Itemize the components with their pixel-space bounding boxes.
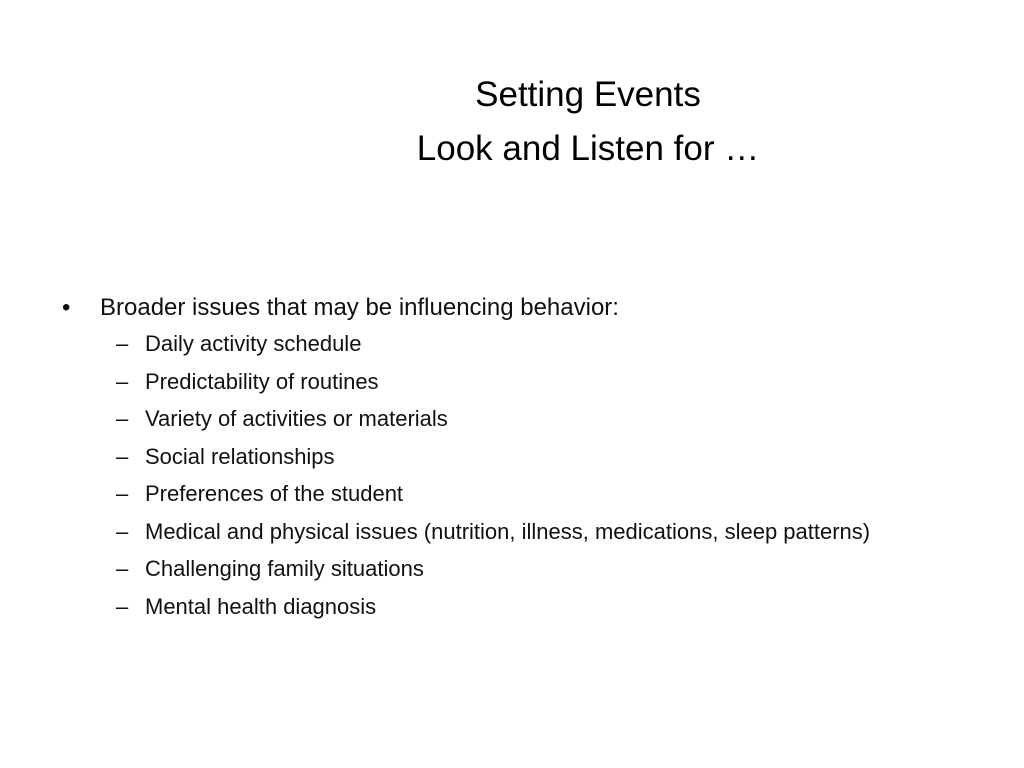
sub-bullet-text: Social relationships (145, 443, 335, 469)
slide-title (330, 68, 846, 176)
title-line-2: Look and Listen for … (416, 129, 760, 168)
sub-bullet-item (116, 367, 960, 397)
sub-bullet-text: Variety of activities or materials (145, 406, 448, 431)
bullet-item (60, 292, 960, 324)
sub-bullet-text: Daily activity schedule (145, 331, 362, 356)
sub-bullet-item (116, 404, 960, 434)
bullet-marker-icon: • (62, 294, 71, 321)
dash-marker-icon: – (116, 593, 129, 619)
sub-bullet-item (116, 442, 960, 472)
sub-bullet-item (116, 592, 960, 622)
sub-bullet-item (116, 554, 960, 584)
dash-marker-icon: – (116, 556, 129, 581)
dash-marker-icon: – (116, 443, 129, 469)
title-line-1: Setting Events (475, 75, 701, 114)
sub-bullet-item (116, 517, 960, 547)
dash-marker-icon: – (116, 481, 129, 506)
sub-bullet-item (116, 329, 960, 359)
dash-marker-icon: – (116, 331, 129, 356)
dash-marker-icon: – (116, 368, 129, 394)
sub-bullet-text: Mental health diagnosis (145, 593, 377, 619)
dash-marker-icon: – (116, 406, 129, 431)
sub-bullet-text: Predictability of routines (145, 368, 379, 394)
sub-bullet-text: Preferences of the student (145, 481, 404, 506)
slide-body (60, 292, 960, 629)
sub-bullet-text: Medical and physical issues (nutrition, illness, medications, sleep patterns) (145, 518, 871, 544)
dash-marker-icon: – (116, 518, 129, 544)
bullet-text: Broader issues that may be influencing behavior: (100, 294, 619, 321)
sub-bullet-list (60, 329, 960, 622)
sub-bullet-text: Challenging family situations (145, 556, 424, 581)
sub-bullet-item (116, 479, 960, 509)
